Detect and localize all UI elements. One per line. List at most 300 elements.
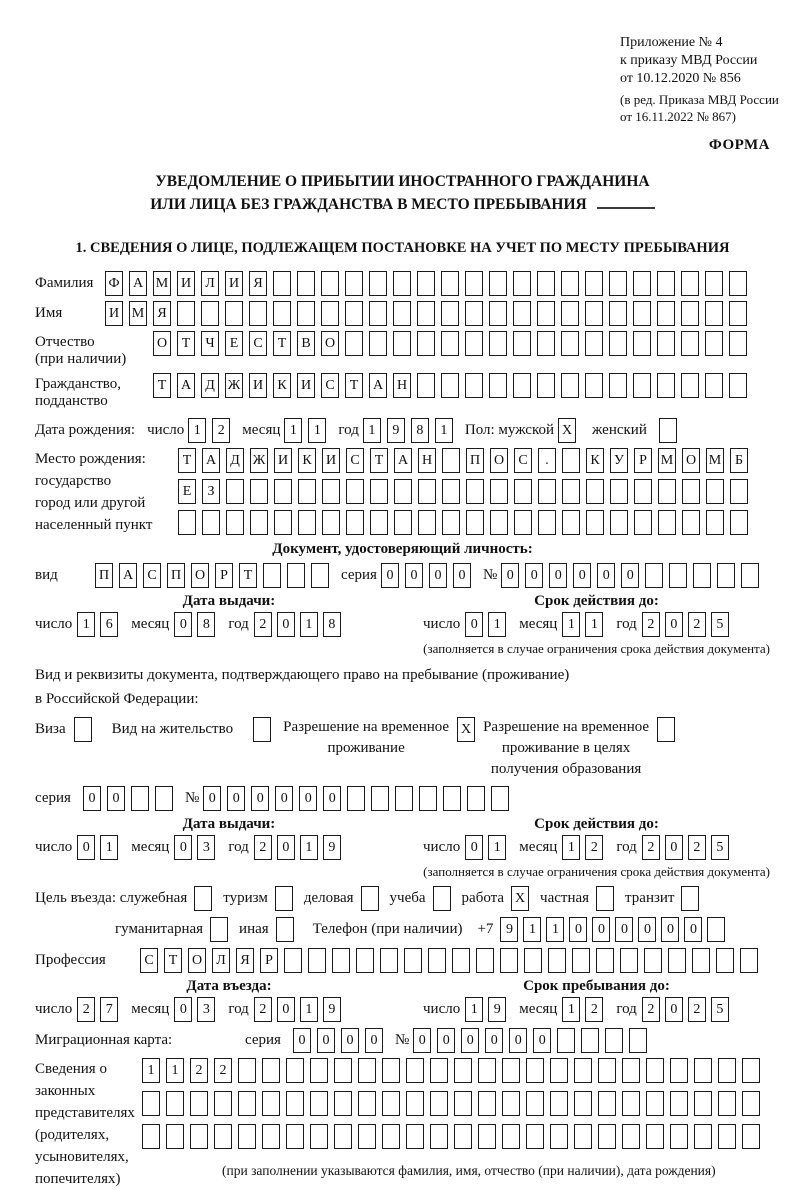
representatives-char-cell[interactable] xyxy=(286,1091,304,1116)
citizenship-char-cell[interactable] xyxy=(441,373,459,398)
representatives-char-cell[interactable] xyxy=(694,1124,712,1149)
representatives-char-cell[interactable] xyxy=(694,1091,712,1116)
stay-year-cell[interactable]: 5 xyxy=(711,997,729,1022)
patronymic-char-cell[interactable] xyxy=(657,331,675,356)
mc-number-cell[interactable]: 0 xyxy=(509,1028,527,1053)
citizenship-char-cell[interactable]: Ж xyxy=(225,373,243,398)
profession-char-cell[interactable] xyxy=(716,948,734,973)
citizenship-char-cell[interactable] xyxy=(657,373,675,398)
birth-place-char-cell[interactable]: И xyxy=(274,448,292,473)
profession-char-cell[interactable] xyxy=(380,948,398,973)
birth-place-char-cell[interactable]: Б xyxy=(730,448,748,473)
birth-place-char-cell[interactable]: Т xyxy=(178,448,196,473)
birth-place-char-cell[interactable] xyxy=(442,479,460,504)
phone-digit-cell[interactable] xyxy=(707,917,725,942)
mc-number-cell[interactable]: 0 xyxy=(413,1028,431,1053)
stay-year-cell[interactable]: 2 xyxy=(642,997,660,1022)
residence-number-cell[interactable] xyxy=(443,786,461,811)
birth-place-char-cell[interactable] xyxy=(682,479,700,504)
representatives-char-cell[interactable]: 2 xyxy=(214,1058,232,1083)
representatives-char-cell[interactable] xyxy=(670,1091,688,1116)
residence-permit-checkbox[interactable] xyxy=(253,717,271,742)
representatives-char-cell[interactable] xyxy=(310,1124,328,1149)
birth-place-char-cell[interactable] xyxy=(706,479,724,504)
representatives-char-cell[interactable]: 1 xyxy=(142,1058,160,1083)
birth-place-char-cell[interactable] xyxy=(730,479,748,504)
birth-place-char-cell[interactable] xyxy=(466,510,484,535)
patronymic-char-cell[interactable]: Е xyxy=(225,331,243,356)
phone-digit-cell[interactable]: 1 xyxy=(546,917,564,942)
patronymic-char-cell[interactable] xyxy=(609,331,627,356)
name-char-cell[interactable] xyxy=(273,301,291,326)
representatives-char-cell[interactable] xyxy=(430,1091,448,1116)
surname-char-cell[interactable] xyxy=(417,271,435,296)
representatives-char-cell[interactable] xyxy=(430,1058,448,1083)
surname-char-cell[interactable] xyxy=(273,271,291,296)
name-char-cell[interactable] xyxy=(729,301,747,326)
phone-digit-cell[interactable]: 1 xyxy=(523,917,541,942)
residence-valid-month-cell[interactable]: 1 xyxy=(562,835,580,860)
patronymic-char-cell[interactable] xyxy=(561,331,579,356)
doc-type-char-cell[interactable] xyxy=(287,563,305,588)
representatives-char-cell[interactable] xyxy=(262,1124,280,1149)
birth-place-char-cell[interactable] xyxy=(538,479,556,504)
mc-series-cell[interactable]: 0 xyxy=(293,1028,311,1053)
doc-valid-day-cell[interactable]: 0 xyxy=(465,612,483,637)
birth-place-char-cell[interactable] xyxy=(322,510,340,535)
name-char-cell[interactable] xyxy=(345,301,363,326)
surname-char-cell[interactable]: М xyxy=(153,271,171,296)
representatives-char-cell[interactable] xyxy=(286,1058,304,1083)
patronymic-char-cell[interactable]: Ч xyxy=(201,331,219,356)
residence-number-cell[interactable]: 0 xyxy=(203,786,221,811)
birth-place-char-cell[interactable] xyxy=(394,479,412,504)
birth-place-char-cell[interactable] xyxy=(466,479,484,504)
citizenship-char-cell[interactable] xyxy=(513,373,531,398)
purpose-humanitarian-checkbox[interactable] xyxy=(210,917,228,942)
birth-place-char-cell[interactable] xyxy=(298,479,316,504)
stay-year-cell[interactable]: 0 xyxy=(665,997,683,1022)
surname-char-cell[interactable] xyxy=(489,271,507,296)
representatives-char-cell[interactable] xyxy=(598,1058,616,1083)
birth-place-char-cell[interactable] xyxy=(730,510,748,535)
residence-valid-year-cell[interactable]: 0 xyxy=(665,835,683,860)
stay-month-cell[interactable]: 2 xyxy=(585,997,603,1022)
citizenship-char-cell[interactable] xyxy=(609,373,627,398)
name-char-cell[interactable] xyxy=(633,301,651,326)
purpose-study-checkbox[interactable] xyxy=(433,886,451,911)
residence-series-cell[interactable] xyxy=(155,786,173,811)
purpose-private-checkbox[interactable] xyxy=(596,886,614,911)
surname-char-cell[interactable]: Ф xyxy=(105,271,123,296)
representatives-char-cell[interactable] xyxy=(646,1091,664,1116)
doc-issue-year-cell[interactable]: 2 xyxy=(254,612,272,637)
residence-issue-year-cell[interactable]: 1 xyxy=(300,835,318,860)
birth-place-char-cell[interactable]: К xyxy=(298,448,316,473)
birth-place-char-cell[interactable]: Т xyxy=(370,448,388,473)
residence-issue-year-cell[interactable]: 9 xyxy=(323,835,341,860)
mc-number-cell[interactable] xyxy=(605,1028,623,1053)
surname-char-cell[interactable]: И xyxy=(225,271,243,296)
entry-month-cell[interactable]: 0 xyxy=(174,997,192,1022)
purpose-business-checkbox[interactable] xyxy=(361,886,379,911)
entry-month-cell[interactable]: 3 xyxy=(197,997,215,1022)
surname-char-cell[interactable] xyxy=(465,271,483,296)
representatives-char-cell[interactable] xyxy=(334,1058,352,1083)
name-char-cell[interactable] xyxy=(537,301,555,326)
entry-year-cell[interactable]: 9 xyxy=(323,997,341,1022)
representatives-char-cell[interactable] xyxy=(646,1058,664,1083)
mc-series-cell[interactable]: 0 xyxy=(365,1028,383,1053)
doc-valid-year-cell[interactable]: 2 xyxy=(642,612,660,637)
name-char-cell[interactable] xyxy=(561,301,579,326)
profession-char-cell[interactable] xyxy=(572,948,590,973)
name-char-cell[interactable] xyxy=(297,301,315,326)
surname-char-cell[interactable] xyxy=(321,271,339,296)
representatives-char-cell[interactable] xyxy=(454,1124,472,1149)
representatives-char-cell[interactable] xyxy=(262,1058,280,1083)
citizenship-char-cell[interactable] xyxy=(489,373,507,398)
representatives-char-cell[interactable] xyxy=(454,1058,472,1083)
name-char-cell[interactable] xyxy=(513,301,531,326)
citizenship-char-cell[interactable]: Н xyxy=(393,373,411,398)
doc-number-cell[interactable]: 0 xyxy=(597,563,615,588)
stay-month-cell[interactable]: 1 xyxy=(562,997,580,1022)
surname-char-cell[interactable] xyxy=(681,271,699,296)
birth-place-char-cell[interactable] xyxy=(418,510,436,535)
patronymic-char-cell[interactable] xyxy=(633,331,651,356)
representatives-char-cell[interactable] xyxy=(166,1091,184,1116)
citizenship-char-cell[interactable] xyxy=(729,373,747,398)
birth-place-char-cell[interactable]: А xyxy=(394,448,412,473)
sex-female-checkbox[interactable] xyxy=(659,418,677,443)
mc-number-cell[interactable]: 0 xyxy=(485,1028,503,1053)
birth-place-char-cell[interactable] xyxy=(682,510,700,535)
doc-valid-year-cell[interactable]: 0 xyxy=(665,612,683,637)
name-char-cell[interactable] xyxy=(417,301,435,326)
birth-day-cell[interactable]: 1 xyxy=(188,418,206,443)
representatives-char-cell[interactable] xyxy=(550,1091,568,1116)
doc-issue-year-cell[interactable]: 0 xyxy=(277,612,295,637)
stay-day-cell[interactable]: 9 xyxy=(488,997,506,1022)
residence-number-cell[interactable] xyxy=(395,786,413,811)
name-char-cell[interactable] xyxy=(609,301,627,326)
representatives-char-cell[interactable] xyxy=(550,1124,568,1149)
name-char-cell[interactable] xyxy=(705,301,723,326)
birth-place-char-cell[interactable] xyxy=(274,510,292,535)
birth-place-char-cell[interactable] xyxy=(226,510,244,535)
birth-place-char-cell[interactable] xyxy=(274,479,292,504)
birth-day-cell[interactable]: 2 xyxy=(212,418,230,443)
representatives-char-cell[interactable] xyxy=(502,1091,520,1116)
representatives-char-cell[interactable]: 1 xyxy=(166,1058,184,1083)
birth-place-char-cell[interactable] xyxy=(586,510,604,535)
representatives-char-cell[interactable] xyxy=(142,1124,160,1149)
surname-char-cell[interactable]: А xyxy=(129,271,147,296)
citizenship-char-cell[interactable]: А xyxy=(177,373,195,398)
profession-char-cell[interactable] xyxy=(356,948,374,973)
purpose-other-checkbox[interactable] xyxy=(276,917,294,942)
representatives-char-cell[interactable] xyxy=(478,1124,496,1149)
residence-number-cell[interactable]: 0 xyxy=(323,786,341,811)
temp-residence-checkbox[interactable]: X xyxy=(457,717,475,742)
name-char-cell[interactable] xyxy=(657,301,675,326)
representatives-char-cell[interactable] xyxy=(742,1091,760,1116)
birth-place-char-cell[interactable]: А xyxy=(202,448,220,473)
doc-number-cell[interactable]: 0 xyxy=(525,563,543,588)
citizenship-char-cell[interactable]: С xyxy=(321,373,339,398)
name-char-cell[interactable]: М xyxy=(129,301,147,326)
profession-char-cell[interactable] xyxy=(452,948,470,973)
birth-place-char-cell[interactable] xyxy=(442,510,460,535)
citizenship-char-cell[interactable]: Т xyxy=(153,373,171,398)
residence-issue-day-cell[interactable]: 0 xyxy=(77,835,95,860)
patronymic-char-cell[interactable] xyxy=(585,331,603,356)
birth-place-char-cell[interactable] xyxy=(562,479,580,504)
profession-char-cell[interactable] xyxy=(404,948,422,973)
representatives-char-cell[interactable] xyxy=(742,1058,760,1083)
birth-place-char-cell[interactable] xyxy=(394,510,412,535)
doc-type-char-cell[interactable]: Р xyxy=(215,563,233,588)
birth-place-char-cell[interactable]: М xyxy=(706,448,724,473)
birth-year-cell[interactable]: 1 xyxy=(435,418,453,443)
representatives-char-cell[interactable] xyxy=(622,1091,640,1116)
mc-series-cell[interactable]: 0 xyxy=(317,1028,335,1053)
doc-type-char-cell[interactable] xyxy=(311,563,329,588)
patronymic-char-cell[interactable]: О xyxy=(153,331,171,356)
doc-issue-year-cell[interactable]: 1 xyxy=(300,612,318,637)
birth-place-char-cell[interactable] xyxy=(226,479,244,504)
mc-number-cell[interactable]: 0 xyxy=(437,1028,455,1053)
mc-number-cell[interactable]: 0 xyxy=(533,1028,551,1053)
representatives-char-cell[interactable] xyxy=(574,1058,592,1083)
doc-type-char-cell[interactable] xyxy=(263,563,281,588)
residence-number-cell[interactable]: 0 xyxy=(299,786,317,811)
surname-char-cell[interactable] xyxy=(609,271,627,296)
birth-year-cell[interactable]: 1 xyxy=(363,418,381,443)
profession-char-cell[interactable] xyxy=(332,948,350,973)
representatives-char-cell[interactable] xyxy=(622,1058,640,1083)
representatives-char-cell[interactable]: 2 xyxy=(190,1058,208,1083)
birth-place-char-cell[interactable] xyxy=(490,510,508,535)
profession-char-cell[interactable] xyxy=(284,948,302,973)
purpose-work-checkbox[interactable]: X xyxy=(511,886,529,911)
birth-place-char-cell[interactable]: М xyxy=(658,448,676,473)
representatives-char-cell[interactable] xyxy=(214,1124,232,1149)
representatives-char-cell[interactable] xyxy=(142,1091,160,1116)
representatives-char-cell[interactable] xyxy=(334,1124,352,1149)
patronymic-char-cell[interactable]: Т xyxy=(177,331,195,356)
profession-char-cell[interactable]: Л xyxy=(212,948,230,973)
birth-place-char-cell[interactable] xyxy=(250,510,268,535)
citizenship-char-cell[interactable]: А xyxy=(369,373,387,398)
mc-number-cell[interactable] xyxy=(581,1028,599,1053)
doc-type-char-cell[interactable]: П xyxy=(167,563,185,588)
purpose-official-checkbox[interactable] xyxy=(194,886,212,911)
birth-place-char-cell[interactable] xyxy=(202,510,220,535)
representatives-char-cell[interactable] xyxy=(598,1124,616,1149)
representatives-char-cell[interactable] xyxy=(526,1124,544,1149)
phone-digit-cell[interactable]: 9 xyxy=(500,917,518,942)
purpose-tourism-checkbox[interactable] xyxy=(275,886,293,911)
representatives-char-cell[interactable] xyxy=(718,1091,736,1116)
surname-char-cell[interactable]: И xyxy=(177,271,195,296)
representatives-char-cell[interactable] xyxy=(358,1091,376,1116)
doc-series-cell[interactable]: 0 xyxy=(405,563,423,588)
name-char-cell[interactable] xyxy=(321,301,339,326)
name-char-cell[interactable] xyxy=(225,301,243,326)
doc-issue-year-cell[interactable]: 8 xyxy=(323,612,341,637)
birth-place-char-cell[interactable] xyxy=(634,510,652,535)
representatives-char-cell[interactable] xyxy=(598,1091,616,1116)
patronymic-char-cell[interactable] xyxy=(489,331,507,356)
profession-char-cell[interactable] xyxy=(308,948,326,973)
birth-place-char-cell[interactable] xyxy=(298,510,316,535)
representatives-char-cell[interactable] xyxy=(574,1124,592,1149)
patronymic-char-cell[interactable] xyxy=(513,331,531,356)
stay-year-cell[interactable]: 2 xyxy=(688,997,706,1022)
representatives-char-cell[interactable] xyxy=(238,1091,256,1116)
name-char-cell[interactable] xyxy=(681,301,699,326)
patronymic-char-cell[interactable]: С xyxy=(249,331,267,356)
phone-digit-cell[interactable]: 0 xyxy=(638,917,656,942)
surname-char-cell[interactable] xyxy=(705,271,723,296)
name-char-cell[interactable]: Я xyxy=(153,301,171,326)
representatives-char-cell[interactable] xyxy=(286,1124,304,1149)
surname-char-cell[interactable] xyxy=(369,271,387,296)
residence-issue-year-cell[interactable]: 2 xyxy=(254,835,272,860)
birth-place-char-cell[interactable]: Р xyxy=(634,448,652,473)
birth-place-char-cell[interactable] xyxy=(658,510,676,535)
representatives-char-cell[interactable] xyxy=(622,1124,640,1149)
phone-digit-cell[interactable]: 0 xyxy=(615,917,633,942)
birth-place-char-cell[interactable] xyxy=(514,510,532,535)
doc-number-cell[interactable] xyxy=(669,563,687,588)
doc-number-cell[interactable] xyxy=(645,563,663,588)
phone-digit-cell[interactable]: 0 xyxy=(684,917,702,942)
birth-place-char-cell[interactable] xyxy=(370,479,388,504)
birth-place-char-cell[interactable]: П xyxy=(466,448,484,473)
residence-series-cell[interactable]: 0 xyxy=(107,786,125,811)
profession-char-cell[interactable]: Я xyxy=(236,948,254,973)
birth-month-cell[interactable]: 1 xyxy=(284,418,302,443)
birth-place-char-cell[interactable] xyxy=(658,479,676,504)
profession-char-cell[interactable] xyxy=(500,948,518,973)
doc-number-cell[interactable]: 0 xyxy=(573,563,591,588)
visa-checkbox[interactable] xyxy=(74,717,92,742)
birth-place-char-cell[interactable] xyxy=(346,479,364,504)
representatives-char-cell[interactable] xyxy=(334,1091,352,1116)
residence-number-cell[interactable]: 0 xyxy=(275,786,293,811)
birth-place-char-cell[interactable]: З xyxy=(202,479,220,504)
surname-char-cell[interactable] xyxy=(297,271,315,296)
birth-place-char-cell[interactable] xyxy=(418,479,436,504)
residence-number-cell[interactable] xyxy=(491,786,509,811)
citizenship-char-cell[interactable] xyxy=(705,373,723,398)
birth-place-char-cell[interactable] xyxy=(250,479,268,504)
residence-number-cell[interactable] xyxy=(419,786,437,811)
doc-valid-month-cell[interactable]: 1 xyxy=(585,612,603,637)
purpose-transit-checkbox[interactable] xyxy=(681,886,699,911)
citizenship-char-cell[interactable]: И xyxy=(249,373,267,398)
profession-char-cell[interactable] xyxy=(524,948,542,973)
doc-number-cell[interactable]: 0 xyxy=(621,563,639,588)
birth-place-char-cell[interactable]: О xyxy=(490,448,508,473)
residence-valid-day-cell[interactable]: 0 xyxy=(465,835,483,860)
doc-number-cell[interactable]: 0 xyxy=(549,563,567,588)
representatives-char-cell[interactable] xyxy=(478,1058,496,1083)
representatives-char-cell[interactable] xyxy=(718,1058,736,1083)
representatives-char-cell[interactable] xyxy=(190,1091,208,1116)
citizenship-char-cell[interactable] xyxy=(561,373,579,398)
patronymic-char-cell[interactable] xyxy=(369,331,387,356)
citizenship-char-cell[interactable] xyxy=(465,373,483,398)
residence-number-cell[interactable] xyxy=(371,786,389,811)
residence-valid-year-cell[interactable]: 5 xyxy=(711,835,729,860)
patronymic-char-cell[interactable] xyxy=(417,331,435,356)
residence-issue-month-cell[interactable]: 0 xyxy=(174,835,192,860)
citizenship-char-cell[interactable]: К xyxy=(273,373,291,398)
phone-digit-cell[interactable]: 0 xyxy=(661,917,679,942)
residence-valid-month-cell[interactable]: 2 xyxy=(585,835,603,860)
birth-place-char-cell[interactable]: И xyxy=(322,448,340,473)
doc-issue-month-cell[interactable]: 0 xyxy=(174,612,192,637)
profession-char-cell[interactable]: Т xyxy=(164,948,182,973)
profession-char-cell[interactable] xyxy=(476,948,494,973)
surname-char-cell[interactable] xyxy=(657,271,675,296)
phone-digit-cell[interactable]: 0 xyxy=(592,917,610,942)
phone-digit-cell[interactable]: 0 xyxy=(569,917,587,942)
representatives-char-cell[interactable] xyxy=(670,1058,688,1083)
surname-char-cell[interactable] xyxy=(345,271,363,296)
patronymic-char-cell[interactable] xyxy=(537,331,555,356)
representatives-char-cell[interactable] xyxy=(214,1091,232,1116)
representatives-char-cell[interactable] xyxy=(718,1124,736,1149)
birth-year-cell[interactable]: 9 xyxy=(387,418,405,443)
profession-char-cell[interactable] xyxy=(548,948,566,973)
name-char-cell[interactable] xyxy=(585,301,603,326)
representatives-char-cell[interactable] xyxy=(382,1091,400,1116)
doc-number-cell[interactable] xyxy=(693,563,711,588)
representatives-char-cell[interactable] xyxy=(406,1058,424,1083)
representatives-char-cell[interactable] xyxy=(742,1124,760,1149)
profession-char-cell[interactable] xyxy=(644,948,662,973)
edu-residence-checkbox[interactable] xyxy=(657,717,675,742)
birth-place-char-cell[interactable] xyxy=(490,479,508,504)
doc-number-cell[interactable]: 0 xyxy=(501,563,519,588)
name-char-cell[interactable]: И xyxy=(105,301,123,326)
birth-place-char-cell[interactable]: Н xyxy=(418,448,436,473)
birth-place-char-cell[interactable]: Ж xyxy=(250,448,268,473)
representatives-char-cell[interactable] xyxy=(502,1058,520,1083)
patronymic-char-cell[interactable] xyxy=(345,331,363,356)
doc-type-char-cell[interactable]: О xyxy=(191,563,209,588)
doc-issue-day-cell[interactable]: 1 xyxy=(77,612,95,637)
birth-place-char-cell[interactable]: С xyxy=(514,448,532,473)
profession-char-cell[interactable] xyxy=(596,948,614,973)
birth-place-char-cell[interactable] xyxy=(586,479,604,504)
doc-valid-year-cell[interactable]: 2 xyxy=(688,612,706,637)
representatives-char-cell[interactable] xyxy=(670,1124,688,1149)
citizenship-char-cell[interactable]: Д xyxy=(201,373,219,398)
name-char-cell[interactable] xyxy=(441,301,459,326)
doc-valid-year-cell[interactable]: 5 xyxy=(711,612,729,637)
representatives-char-cell[interactable] xyxy=(430,1124,448,1149)
birth-place-char-cell[interactable]: Е xyxy=(178,479,196,504)
representatives-char-cell[interactable] xyxy=(526,1091,544,1116)
birth-place-char-cell[interactable] xyxy=(178,510,196,535)
birth-place-char-cell[interactable] xyxy=(562,510,580,535)
